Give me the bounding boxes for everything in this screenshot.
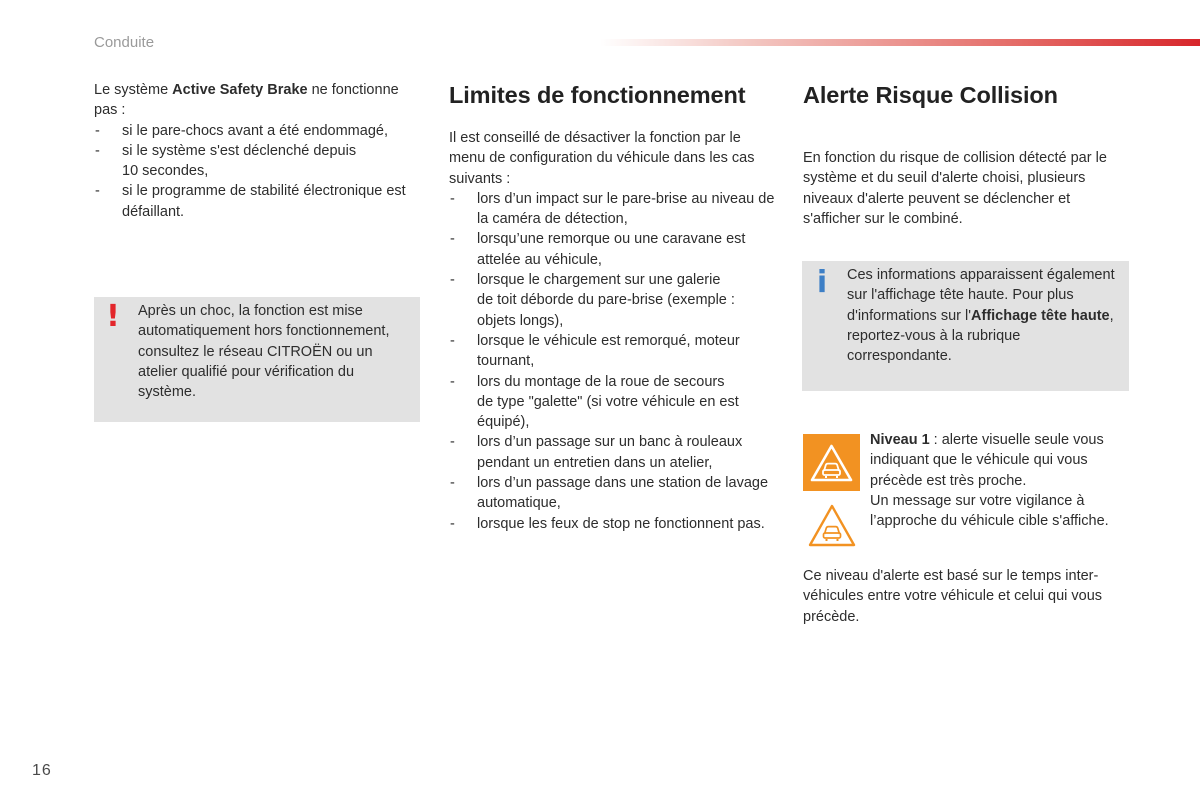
- product-name: Active Safety Brake: [172, 82, 308, 98]
- column-middle: [449, 80, 779, 534]
- page-number: 16: [32, 762, 52, 779]
- limits-list: [449, 189, 779, 534]
- section-title: Conduite: [94, 34, 155, 51]
- warning-text: Après un choc, la fonction est mise automatiquement hors fonctionnement, consultez le réseau CITROËN ou un atelier qualifié pour vérification du système.: [138, 303, 390, 401]
- level-1-message: Un message sur votre vigilance à l’approche du véhicule cible s'affiche.: [870, 492, 1109, 530]
- column-right: [803, 80, 1130, 229]
- list-item: - lors d’un impact sur le pare-brise au niveau de la caméra de détection,: [449, 189, 779, 230]
- list-item: - lors d’un passage sur un banc à rouleaux pendant un entretien dans un atelier,: [449, 432, 779, 473]
- header-accent-bar: [600, 39, 1200, 46]
- collision-alert-orange-icon: [803, 434, 860, 491]
- limits-intro: Il est conseillé de désactiver la fonction par le menu de configuration du véhicule dans les cas suivants :: [449, 130, 755, 187]
- malfunction-list: [94, 121, 426, 222]
- limits-title: Limites de fonctionnement: [449, 82, 746, 108]
- list-item: - si le programme de stabilité électronique est défaillant.: [94, 181, 426, 222]
- column-left: [94, 80, 426, 222]
- info-text: Ces informations apparaissent également sur l'affichage tête haute. Pour plus d'informations sur l'Affichage tête haute, reportez-vous à la rubrique correspondante.: [847, 267, 1115, 365]
- list-item: - lorsque les feux de stop ne fonctionnent pas.: [449, 514, 779, 534]
- list-item: - lorsqu’une remorque ou une caravane est attelée au véhicule,: [449, 229, 779, 270]
- list-item: - lorsque le véhicule est remorqué, moteur tournant,: [449, 331, 779, 372]
- collision-alert-title: Alerte Risque Collision: [803, 82, 1058, 108]
- intro-paragraph: Le système Active Safety Brake ne fonctionne pas :: [94, 82, 399, 119]
- list-item: - si le pare-chocs avant a été endommagé,: [94, 121, 426, 141]
- info-icon: i: [816, 265, 828, 300]
- list-item: - lors du montage de la roue de secours de type "galette" (si votre véhicule en est équipé),: [449, 372, 779, 433]
- level-1-description: Niveau 1 : alerte visuelle seule vous indiquant que le véhicule qui vous précède est très proche.: [870, 432, 1104, 489]
- warning-box: [94, 297, 420, 422]
- collision-alert-outline-icon: [807, 503, 857, 549]
- list-item: - lors d’un passage dans une station de lavage automatique,: [449, 473, 779, 514]
- alert-level-1: [803, 430, 1130, 531]
- list-item: - si le système s'est déclenché depuis 10 secondes,: [94, 141, 426, 182]
- level-note: Ce niveau d'alerte est basé sur le temps inter- véhicules entre votre véhicule et celui qui vous précède.: [803, 568, 1103, 625]
- info-box: [802, 261, 1129, 391]
- list-item: - lorsque le chargement sur une galerie de toit déborde du pare-brise (exemple : objets longs),: [449, 270, 779, 331]
- collision-alert-intro: En fonction du risque de collision détecté par le système et du seuil d'alerte choisi, plusieurs niveaux d'alerte peuvent se déclencher et s'afficher sur le combiné.: [803, 150, 1107, 227]
- warning-exclamation-icon: !: [106, 299, 120, 334]
